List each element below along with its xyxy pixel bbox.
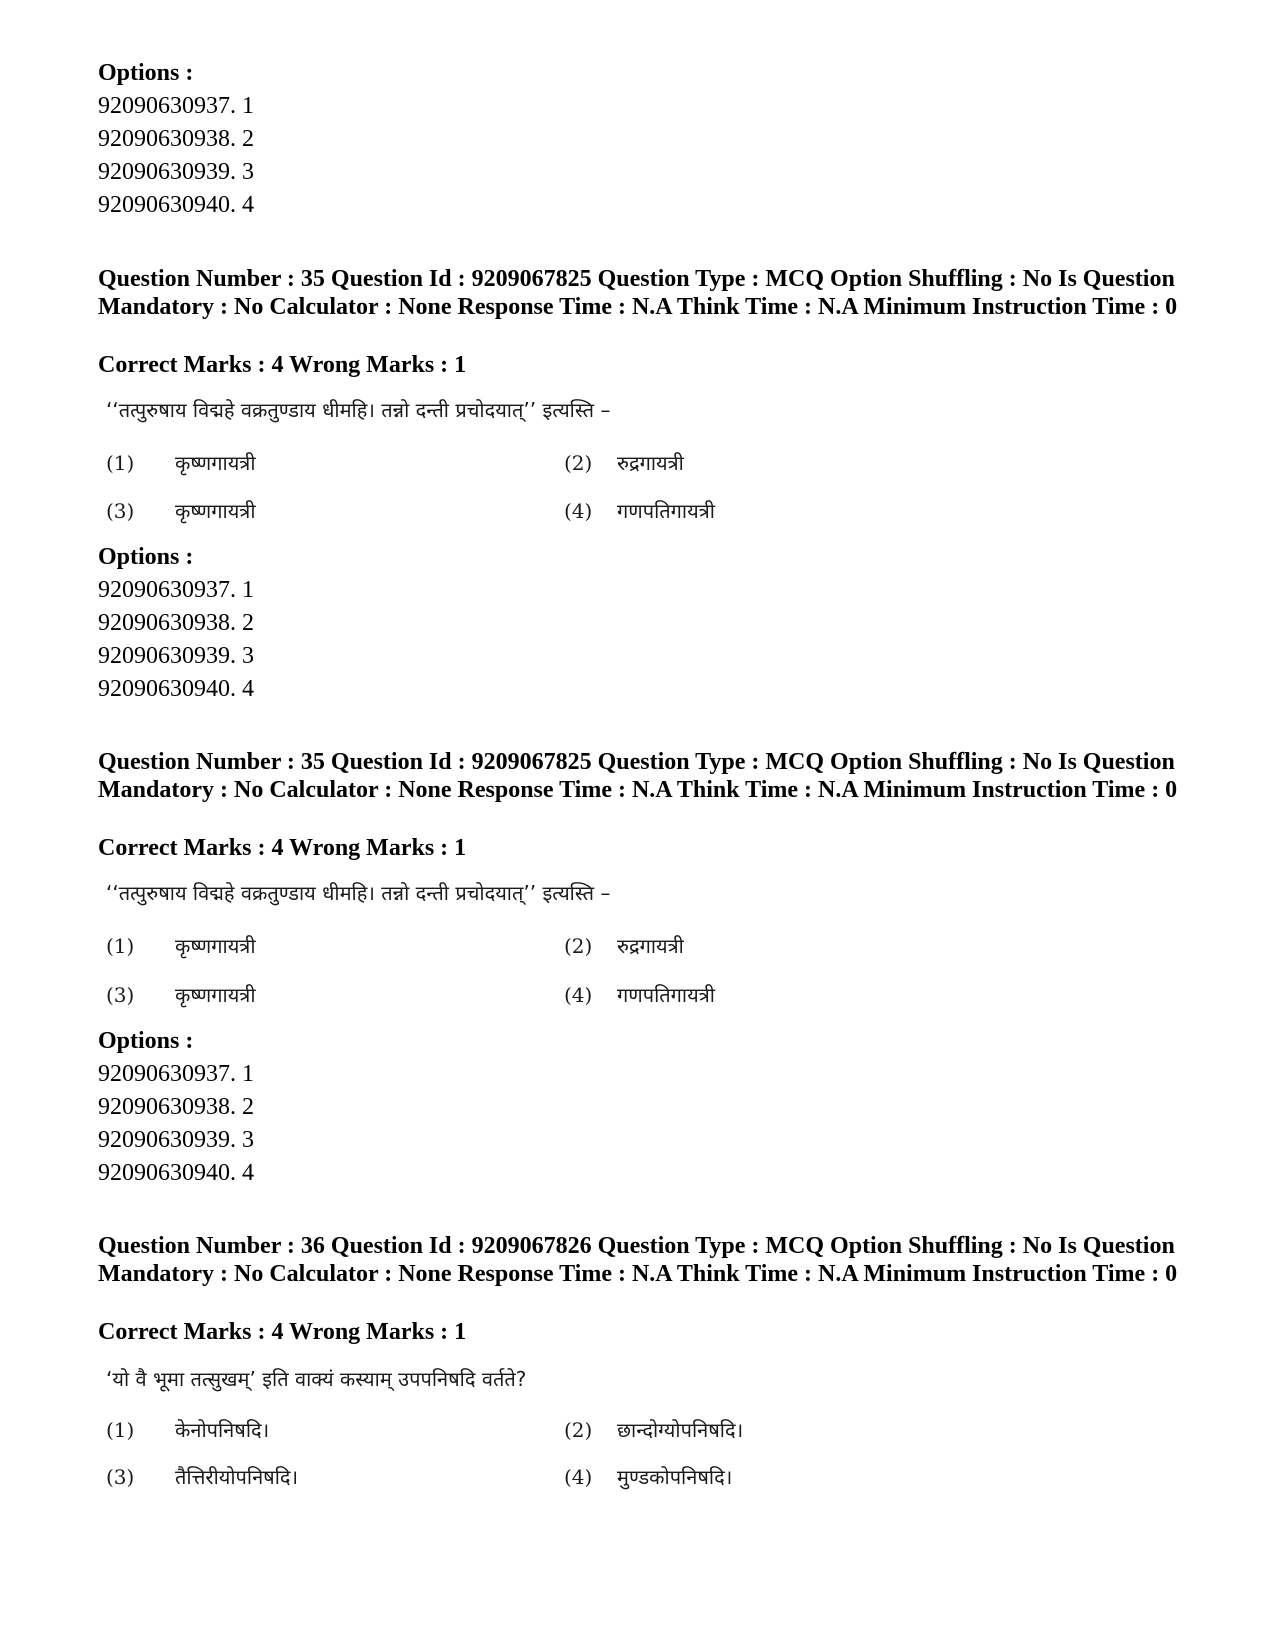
question-header: Question Number : 35 Question Id : 9209067825 Question Type : MCQ Option Shuffling : No Is Question Mandatory : No Calculator : None Response Time : N.A Think Time : N.A Minimum Instruction Time : 0 — [98, 266, 1178, 320]
option-line: 92090630939. 3 — [98, 159, 254, 185]
options-label: Options : — [98, 544, 194, 570]
choice-text: कृष्णगायत्री — [175, 451, 256, 475]
option-line: 92090630940. 4 — [98, 192, 254, 218]
option-line: 92090630937. 1 — [98, 1061, 254, 1087]
choice-number: (1) — [106, 451, 135, 475]
question-stem: ‘‘तत्पुरुषाय विद्महे वक्रतुण्डाय धीमहि। तन्नो दन्ती प्रचोदयात्’’ इत्यस्ति – — [106, 881, 611, 905]
marks-line: Correct Marks : 4 Wrong Marks : 1 — [98, 1319, 467, 1345]
option-line: 92090630940. 4 — [98, 1160, 254, 1186]
choice-text: गणपतिगायत्री — [617, 499, 715, 523]
options-label: Options : — [98, 1028, 194, 1054]
question-header: Question Number : 35 Question Id : 9209067825 Question Type : MCQ Option Shuffling : No Is Question Mandatory : No Calculator : None Response Time : N.A Think Time : N.A Minimum Instruction Time : 0 — [98, 749, 1178, 803]
choice-number: (2) — [564, 451, 593, 475]
option-line: 92090630940. 4 — [98, 676, 254, 702]
option-line: 92090630938. 2 — [98, 1094, 254, 1120]
choice-number: (1) — [106, 934, 135, 958]
choice-number: (3) — [106, 1465, 135, 1489]
question-header: Question Number : 36 Question Id : 9209067826 Question Type : MCQ Option Shuffling : No Is Question Mandatory : No Calculator : None Response Time : N.A Think Time : N.A Minimum Instruction Time : 0 — [98, 1233, 1178, 1287]
question-stem: ‘यो वै भूमा तत्सुखम्’ इति वाक्यं कस्याम् उपपनिषदि वर्तते? — [106, 1367, 527, 1391]
choice-text: रुद्रगायत्री — [617, 934, 684, 958]
choice-number: (4) — [564, 499, 593, 523]
option-line: 92090630937. 1 — [98, 577, 254, 603]
choice-number: (3) — [106, 499, 135, 523]
choice-text: कृष्णगायत्री — [175, 934, 256, 958]
choice-text: गणपतिगायत्री — [617, 983, 715, 1007]
choice-text: कृष्णगायत्री — [175, 499, 256, 523]
choice-text: मुण्डकोपनिषदि। — [617, 1465, 733, 1489]
choice-number: (3) — [106, 983, 135, 1007]
question-stem: ‘‘तत्पुरुषाय विद्महे वक्रतुण्डाय धीमहि। तन्नो दन्ती प्रचोदयात्’’ इत्यस्ति – — [106, 398, 611, 422]
choice-text: रुद्रगायत्री — [617, 451, 684, 475]
choice-text: तैत्तिरीयोपनिषदि। — [175, 1465, 299, 1489]
choice-number: (2) — [564, 934, 593, 958]
choice-number: (1) — [106, 1418, 135, 1442]
option-line: 92090630937. 1 — [98, 93, 254, 119]
option-line: 92090630938. 2 — [98, 610, 254, 636]
choice-number: (4) — [564, 1465, 593, 1489]
option-line: 92090630939. 3 — [98, 643, 254, 669]
choice-number: (4) — [564, 983, 593, 1007]
marks-line: Correct Marks : 4 Wrong Marks : 1 — [98, 835, 467, 861]
marks-line: Correct Marks : 4 Wrong Marks : 1 — [98, 352, 467, 378]
options-label: Options : — [98, 60, 194, 86]
option-line: 92090630939. 3 — [98, 1127, 254, 1153]
choice-text: केनोपनिषदि। — [175, 1418, 270, 1442]
option-line: 92090630938. 2 — [98, 126, 254, 152]
choice-text: कृष्णगायत्री — [175, 983, 256, 1007]
choice-number: (2) — [564, 1418, 593, 1442]
choice-text: छान्दोग्योपनिषदि। — [617, 1418, 744, 1442]
